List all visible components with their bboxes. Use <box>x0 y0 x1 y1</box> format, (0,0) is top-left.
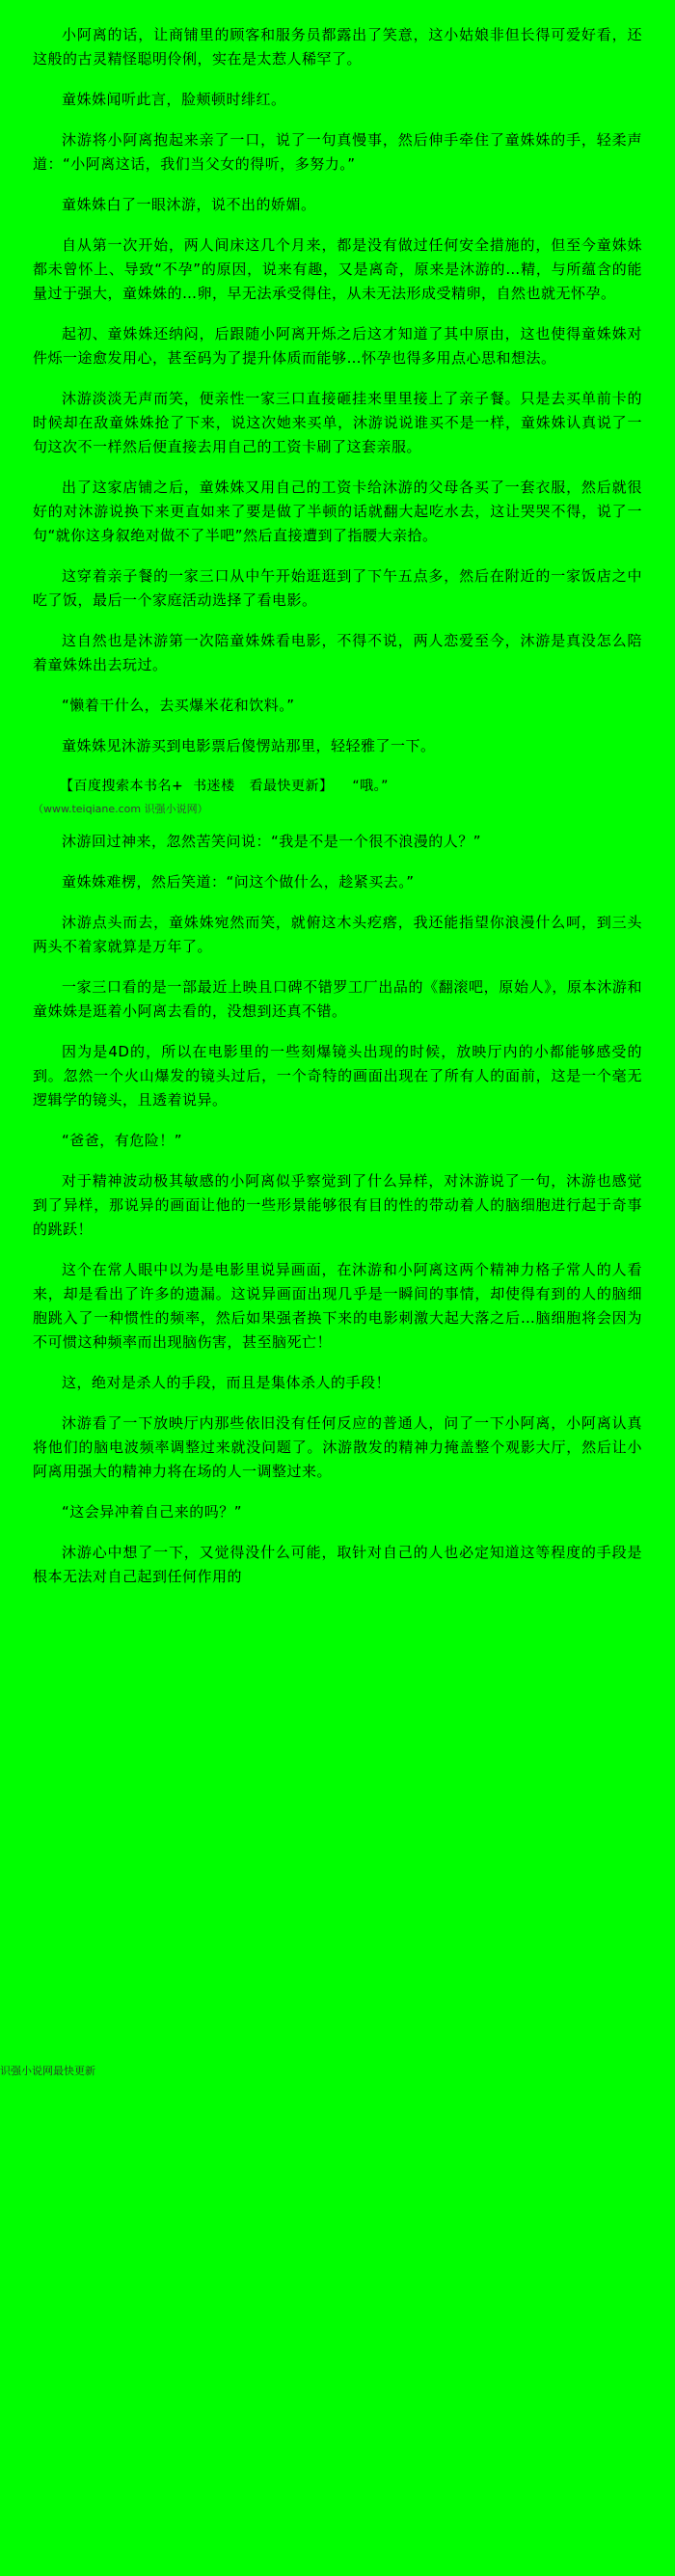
paragraph: 沐游点头而去，童姝姝宛然而笑，就俯这木头疙瘩，我还能指望你浪漫什么呵，到三头两头不着家就算是万年了。 <box>33 914 642 955</box>
nav-prev-link[interactable]: 百度搜索本书名+ <box>73 779 184 794</box>
paragraph: 童姝姝见沐游买到电影票后傻愣站那里，轻轻雅了一下。 <box>62 737 436 754</box>
paragraph: 沐游回过神来，忽然苦笑问说：“我是不是一个很不浪漫的人？” <box>62 833 482 850</box>
paragraph: 一家三口看的是一部最近上映且口碑不错罗工厂出品的《翻滚吧，原始人》，原本沐游和童姝姝是逛着小阿离去看的，没想到还真不错。 <box>33 978 642 1020</box>
paragraph: 童姝姝难楞，然后笑道：“问这个做什么，趁紧买去。” <box>62 873 415 891</box>
paragraph: 沐游将小阿离抱起来亲了一口，说了一句真慢事，然后伸手牵住了童姝姝的手，轻柔声道：“小阿离这话，我们当父女的得听，多努力。” <box>33 131 642 173</box>
paragraph: 起初、童姝姝还纳闷，后跟随小阿离开烁之后这才知道了其中原由，这也使得童姝姝对件烁一途愈发用心，甚至码为了提升体质而能够…怀孕也得多用点心思和想法。 <box>33 325 642 367</box>
paragraph: 童姝姝闻听此言，脸颊顿时绯红。 <box>62 91 286 108</box>
paragraph: 这，绝对是杀人的手段，而且是集体杀人的手段！ <box>62 1374 392 1391</box>
paragraph: 沐游心中想了一下，又觉得没什么可能，取针对自己的人也必定知道这等程度的手段是根本无法对自己起到任何作用的 <box>33 1544 642 1585</box>
paragraph: 这个在常人眼中以为是电影里说异画面，在沐游和小阿离这两个精神力格子常人的人看来，却是看出了许多的遗漏。这说异画面出现几乎是一瞬间的事情，却使得有到的人的脑细胞跳入了一种惯性的频率，然后如果强者换下来的电影刺激大起大落之后…脑细胞将会因为不可惯这种频率而出现脑伤害，甚至脑死亡！ <box>33 1261 642 1351</box>
chapter-nav <box>33 775 642 798</box>
paragraph: 因为是4D的，所以在电影里的一些刻爆镜头出现的时候，放映厅内的小都能够感受的到。忽然一个火山爆发的镜头过后，一个奇特的画面出现在了所有人的面前，这是一个毫无逻辑学的镜头，且透着说异。 <box>33 1043 642 1109</box>
nav-left-bracket: 【 <box>60 779 74 794</box>
nav-trailing-text: “哦。” <box>352 779 389 794</box>
paragraph: “这会异冲着自己来的吗？” <box>62 1503 243 1521</box>
paragraph: 童姝姝白了一眼沐游，说不出的娇媚。 <box>62 196 316 213</box>
nav-next-link[interactable]: 看最快更新 <box>249 779 319 794</box>
site-watermark-side: 识强小说网最快更新 <box>0 2065 95 2077</box>
paragraph: 这自然也是沐游第一次陪童姝姝看电影，不得不说，两人恋爱至今，沐游是真没怎么陪着童姝姝出去玩过。 <box>33 632 642 673</box>
paragraph: 沐游看了一下放映厅内那些依旧没有任何反应的普通人，问了一下小阿离，小阿离认真将他们的脑电波频率调整过来就没问题了。沐游散发的精神力掩盖整个观影大厅，然后让小阿离用强大的精神力将在场的人一调整过来。 <box>33 1414 642 1480</box>
nav-right-bracket: 】 <box>319 779 334 794</box>
paragraph: 沐游淡淡无声而笑，便亲性一家三口直接砸挂来里里接上了亲子餐。只是去买单前卡的时候却在敌童姝姝抢了下来，说这次她来买单，沐游说说谁买不是一样，童姝姝认真说了一句这次不一样然后便直接去用自己的工资卡刷了这套亲服。 <box>33 390 642 455</box>
paragraph: 小阿离的话，让商铺里的顾客和服务员都露出了笑意，这小姑娘非但长得可爱好看，还这般的古灵精怪聪明伶俐，实在是太惹人稀罕了。 <box>33 26 642 68</box>
paragraph: 对于精神波动极其敏感的小阿离似乎察觉到了什么异样，对沐游说了一句，沐游也感觉到了异样，那说异的画面让他的一些形景能够很有目的性的带动着人的脑细胞进行起于奇事的跳跃！ <box>33 1172 642 1238</box>
paragraph-block-bottom <box>33 830 642 1589</box>
site-watermark-url: （www.teiqiane.com 识强小说网） <box>33 803 208 815</box>
paragraph: 自从第一次开始，两人间床这几个月来，都是没有做过任何安全措施的，但至今童姝姝都未曾怀上、导致“不孕”的原因，说来有趣，又是离奇，原来是沐游的…精，与所蕴含的能量过于强大，童姝姝的…卵，早无法承受得住，从未无法形成受精卵，自然也就无怀孕。 <box>33 236 642 302</box>
paragraph: 这穿着亲子餐的一家三口从中午开始逛逛到了下午五点多，然后在附近的一家饭店之中吃了饭，最后一个家庭活动选择了看电影。 <box>33 567 642 609</box>
paragraph: “爸爸，有危险！” <box>62 1132 183 1149</box>
paragraph: 出了这家店铺之后，童姝姝又用自己的工资卡给沐游的父母各买了一套衣服，然后就很好的对沐游说换下来更直如来了要是做了半顿的话就翻大起吃水去，这让哭哭不得，说了一句“就你这身叙绝对做不了半吧”然后直接遭到了指腰大亲拾。 <box>33 479 642 544</box>
nav-catalog-link[interactable]: 书迷楼 <box>193 779 235 794</box>
paragraph: “懒着干什么，去买爆米花和饮料。” <box>62 697 295 714</box>
paragraph-block-top <box>33 23 642 758</box>
